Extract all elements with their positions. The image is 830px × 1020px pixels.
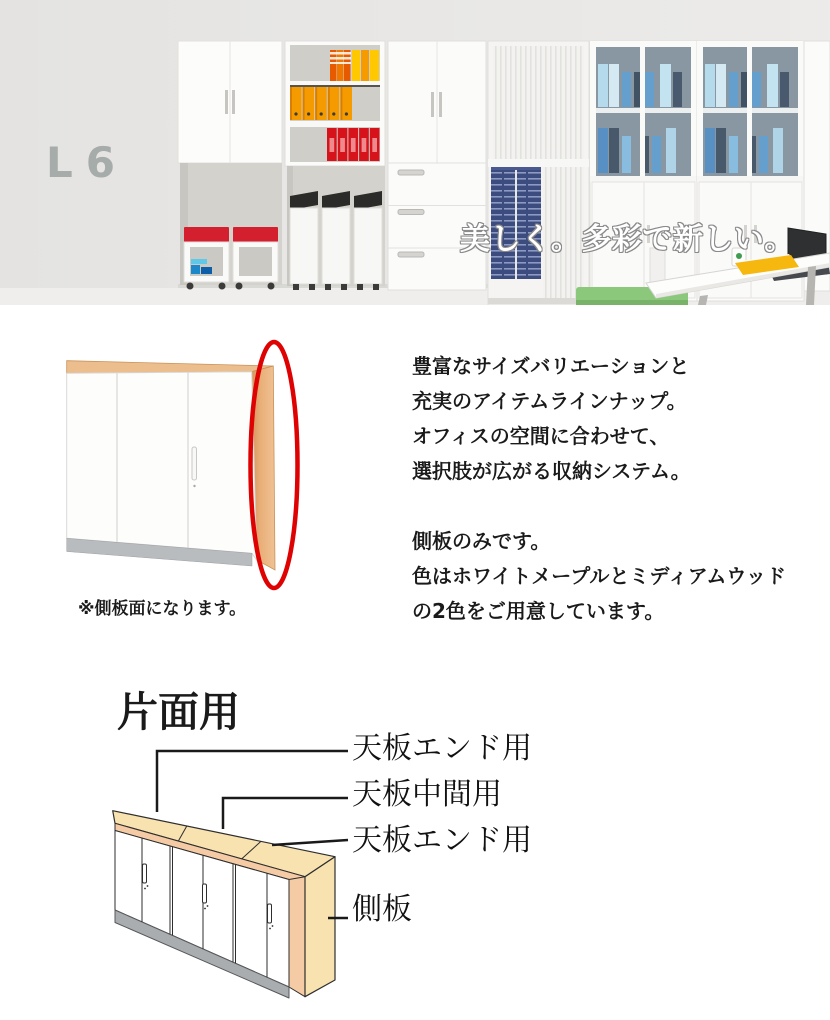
description-line: 選択肢が広がる収納システム。 <box>412 459 691 483</box>
cabinet-diagram <box>85 735 375 1015</box>
label-top-end-1: 天板エンド用 <box>352 731 532 766</box>
feature-note <box>412 524 786 629</box>
red-binders <box>327 128 380 161</box>
note-line: の2色をご用意しています。 <box>412 599 665 623</box>
isometric-cabinets <box>113 811 335 998</box>
slim-file-boxes <box>330 50 379 81</box>
note-line: 色はホワイトメープルとミディアムウッド <box>412 564 786 588</box>
red-cushion-cart <box>233 227 278 290</box>
red-cushion-cart <box>184 227 229 290</box>
side-panel-face <box>305 857 335 997</box>
rolling-bins <box>290 191 382 290</box>
feature-description <box>412 349 691 489</box>
description-line: オフィスの空間に合わせて、 <box>412 424 670 448</box>
orange-binders <box>290 87 352 120</box>
cabinet-doors <box>67 372 257 560</box>
open-shelf-with-binders <box>285 41 385 290</box>
tambour-cabinet <box>488 41 589 305</box>
door-handle <box>192 447 197 480</box>
hero-tagline: 美しく。多彩で新しい。 <box>460 222 795 257</box>
hero-photo-section <box>0 0 830 305</box>
diagram-heading: 片面用 <box>117 688 240 736</box>
illustration-caption: ※側板面になります。 <box>78 599 247 619</box>
glass-door-cabinet <box>590 41 697 301</box>
side-panel-illustration <box>55 335 305 605</box>
side-panel-edge <box>289 877 305 997</box>
note-line: 側板のみです。 <box>412 529 551 553</box>
description-line: 充実のアイテムラインナップ。 <box>412 389 687 413</box>
cabinet-two-door <box>178 41 282 290</box>
brand-logo: L6 <box>46 138 128 187</box>
description-line: 豊富なサイズバリエーションと <box>412 354 690 378</box>
label-top-end-2: 天板エンド用 <box>352 823 532 858</box>
label-side-panel: 側板 <box>352 892 412 927</box>
label-top-middle: 天板中間用 <box>352 777 502 812</box>
